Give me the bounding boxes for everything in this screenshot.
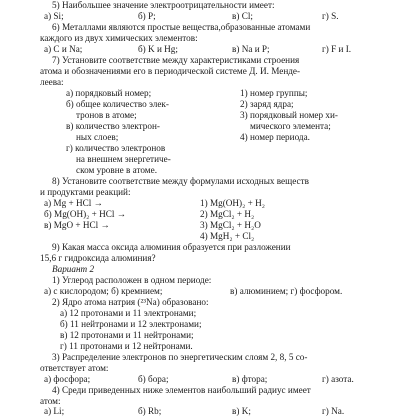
v2-q1-stem: 1) Углерод расположен в одном периоде: xyxy=(52,275,212,285)
q8-left-c: в) MgO + HCl → xyxy=(44,220,110,230)
v2-q3-option-a: а) фосфора; xyxy=(44,374,91,384)
q7-right-2: 2) заряд ядра; xyxy=(240,99,294,109)
q9-stem: 9) Какая масса оксида алюминия образуется при разложении xyxy=(52,242,291,252)
q8-left-b: б) Mg(OH)₂ + HCl → xyxy=(44,209,126,219)
v2-q4-option-a: а) Li; xyxy=(44,406,65,416)
v2-q3-stem-cont: ответствует атом: xyxy=(40,363,109,373)
q7-left-d: г) количество электронов xyxy=(66,143,166,153)
q7-left-b: б) общее количество элек- xyxy=(66,99,169,109)
q5-option-c: в) Cl; xyxy=(232,11,253,21)
q8-stem: 8) Установите соответствие между формулами исходных веществ xyxy=(52,176,309,186)
q6-option-a: а) C и Na; xyxy=(44,44,83,54)
v2-q4-option-d: г) Na. xyxy=(322,406,345,416)
q9-stem-cont: 15,6 г гидроксида алюминия? xyxy=(40,253,156,263)
v2-q3-option-b: б) бора; xyxy=(138,374,169,384)
q7-stem-cont: атома и обозначениями его в периодической системе Д. И. Менде- xyxy=(40,66,301,76)
q5-option-d: г) S. xyxy=(322,11,339,21)
v2-q3-option-d: г) азота. xyxy=(322,374,354,384)
q7-right-3: 3) порядковый номер хи- xyxy=(240,110,338,120)
q7-stem: 7) Установите соответствие между характеристиками строения xyxy=(52,55,300,65)
v2-q2-option-a: а) 12 протонами и 11 электронами; xyxy=(60,308,197,318)
q8-right-3: 3) MgCl₂ + H₂O xyxy=(200,220,261,230)
v2-q4-option-c: в) K; xyxy=(232,406,251,416)
q8-left-a: а) Mg + HCl → xyxy=(44,198,103,208)
v2-q3-option-c: в) фтора; xyxy=(232,374,268,384)
q7-right-1: 1) номер группы; xyxy=(240,88,308,98)
v2-q2-option-d: г) 11 протонами и 12 нейтронами. xyxy=(60,341,193,351)
q7-left-c: в) количество электрон- xyxy=(66,121,160,131)
q8-right-4: 4) MgH₂ + Cl₂ xyxy=(200,231,255,241)
v2-q4-option-b: б) Rb; xyxy=(138,406,162,416)
v2-q2-stem: 2) Ядро атома натрия (²³Na) образовано: xyxy=(52,297,209,307)
q7-left-a: а) порядковый номер; xyxy=(66,88,152,98)
q6-stem-cont: каждого из двух химических элементов: xyxy=(40,33,198,43)
v2-q2-option-b: б) 11 нейтронами и 12 электронами; xyxy=(60,319,202,329)
q8-right-1: 1) Mg(OH)₂ + H₂ xyxy=(200,198,265,208)
q6-option-d: г) F и I. xyxy=(322,44,352,54)
q7-left-d-cont: на внешнем энергетиче- xyxy=(76,154,171,164)
v2-q4-stem: 4) Среди приведенных ниже элементов наибольший радиус имеет xyxy=(52,385,311,395)
q8-right-2: 2) MgCl₂ + H₂ xyxy=(200,209,255,219)
q5-option-b: б) P; xyxy=(138,11,156,21)
q6-stem: 6) Металлами являются простые вещества,образованные атомами xyxy=(52,22,311,32)
v2-q4-stem-cont: атом: xyxy=(40,396,61,406)
v2-q1-options-ab: а) с кислородом; б) кремнием; xyxy=(44,286,163,296)
q7-left-c-cont: ных слоев; xyxy=(76,132,119,142)
q8-stem-cont: и продуктами реакций: xyxy=(40,187,131,197)
q6-option-b: б) K и Hg; xyxy=(138,44,178,54)
q6-option-c: в) Na и P; xyxy=(232,44,270,54)
q7-stem-end: леева: xyxy=(40,77,64,87)
variant-2-heading: Вариант 2 xyxy=(52,264,95,274)
q7-left-d-end: ском уровне в атоме. xyxy=(76,165,157,175)
v2-q3-stem: 3) Распределение электронов по энергетическим слоям 2, 8, 5 со- xyxy=(52,352,308,362)
q7-left-b-cont: тронов в атоме; xyxy=(76,110,137,120)
q5-stem: 5) Наибольшее значение электроотрицательности имеет: xyxy=(52,0,275,10)
q7-right-3-cont: мического элемента; xyxy=(250,121,331,131)
q7-right-4: 4) номер периода. xyxy=(240,132,310,142)
v2-q1-options-cd: в) алюминием; г) фосфором. xyxy=(230,286,343,296)
q5-option-a: а) Si; xyxy=(44,11,64,21)
v2-q2-option-c: в) 12 протонами и 11 нейтронами; xyxy=(60,330,194,340)
